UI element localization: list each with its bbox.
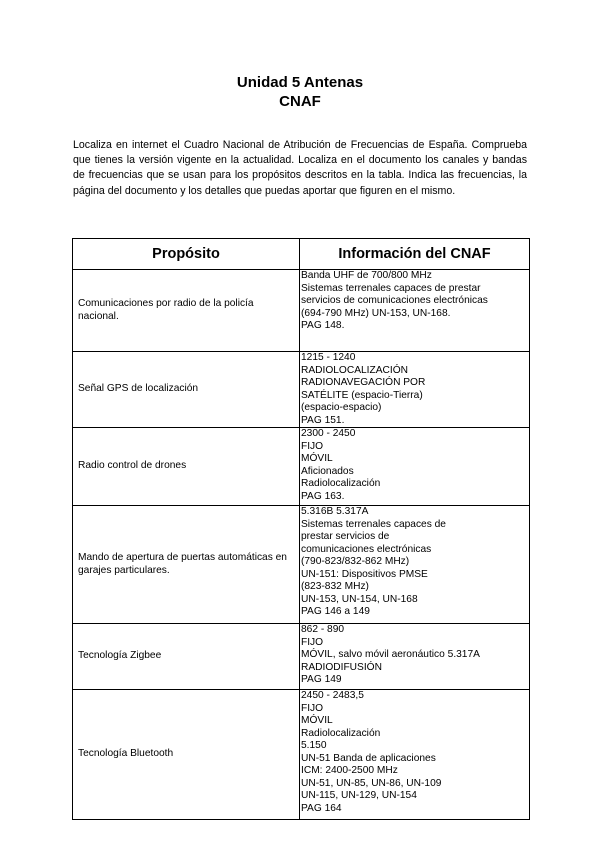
info-cell — [300, 352, 530, 428]
info-cell — [300, 506, 530, 624]
header-purpose: Propósito — [73, 239, 300, 270]
info-line: RADIONAVEGACIÓN POR — [301, 377, 426, 388]
info-line: 862 - 890 — [301, 624, 345, 635]
purpose-cell: Tecnología Bluetooth — [73, 690, 300, 820]
info-line: Sistemas terrenales capaces de prestar — [301, 282, 481, 294]
document-subtitle: CNAF — [279, 93, 321, 110]
table-row — [73, 270, 530, 352]
info-cell — [300, 690, 530, 820]
info-line: servicios de comunicaciones electrónicas — [301, 295, 488, 306]
info-line: MÓVIL — [301, 715, 333, 726]
purpose-cell: Comunicaciones por radio de la policía nacional. — [73, 270, 300, 352]
info-line: PAG 148. — [301, 320, 345, 331]
info-line: PAG 146 a 149 — [301, 606, 370, 617]
info-line: PAG 164 — [301, 802, 342, 814]
info-line: (694-790 MHz) UN-153, UN-168. — [301, 307, 451, 319]
info-line: UN-151: Dispositivos PMSE — [301, 568, 428, 580]
info-line: UN-51, UN-85, UN-86, UN-109 — [301, 777, 442, 789]
info-line: UN-153, UN-154, UN-168 — [301, 593, 418, 605]
info-line: Aficionados — [301, 465, 354, 477]
info-cell — [300, 270, 530, 352]
table-row — [73, 352, 530, 428]
table-row — [73, 506, 530, 624]
purpose-cell: Mando de apertura de puertas automáticas en garajes particulares. — [73, 506, 300, 624]
table-row — [73, 428, 530, 506]
purpose-cell: Tecnología Zigbee — [73, 624, 300, 690]
info-line: 5.316B 5.317A — [301, 506, 369, 517]
table-row — [73, 690, 530, 820]
info-line: Sistemas terrenales capaces de — [301, 518, 446, 530]
info-line: Radiolocalización — [301, 727, 381, 739]
table-header-row — [73, 239, 530, 270]
info-line: (espacio-espacio) — [301, 402, 382, 413]
info-line: comunicaciones electrónicas — [301, 543, 432, 555]
header-info: Información del CNAF — [300, 239, 530, 270]
info-line: PAG 149 — [301, 674, 342, 685]
purpose-cell: Señal GPS de localización — [73, 352, 300, 428]
info-cell — [300, 428, 530, 506]
purpose-cell: Radio control de drones — [73, 428, 300, 506]
document-title: Unidad 5 Antenas — [236, 74, 364, 91]
table-row — [73, 624, 530, 690]
info-line: PAG 163. — [301, 490, 345, 502]
info-line: RADIODIFUSIÓN — [301, 661, 382, 673]
info-line: SATÉLITE (espacio-Tierra) — [301, 389, 423, 401]
info-line: 1215 - 1240 — [301, 352, 356, 363]
info-line: 2300 - 2450 — [301, 428, 356, 439]
info-line: 5.150 — [301, 740, 327, 751]
info-line: prestar servicios de — [301, 531, 390, 542]
info-line: (790-823/832-862 MHz) — [301, 556, 410, 567]
info-line: FIJO — [301, 636, 324, 648]
info-line: ICM: 2400-2500 MHz — [301, 765, 398, 776]
info-line: FIJO — [301, 440, 324, 452]
info-line: (823-832 MHz) — [301, 581, 369, 592]
info-line: PAG 151. — [301, 414, 345, 426]
info-line: FIJO — [301, 702, 324, 714]
info-line: MÓVIL — [301, 453, 333, 464]
intro-paragraph: Localiza en internet el Cuadro Nacional de Atribución de Frecuencias de España. Comprueba que tienes la versión vigente en la actualidad. Localiza en el documento los canales y bandas de frecuencias que se usan para los propósitos descritos en la tabla. Indica las frecuencias, la página del documento y los detalles que puedas aportar que figuren en el mismo. — [73, 139, 527, 197]
info-line: UN-51 Banda de aplicaciones — [301, 752, 436, 764]
info-cell — [300, 624, 530, 690]
info-line: UN-115, UN-129, UN-154 — [301, 790, 417, 801]
info-line: Banda UHF de 700/800 MHz — [301, 270, 432, 281]
info-line: MÓVIL, salvo móvil aeronáutico 5.317A — [301, 649, 480, 660]
info-line: Radiolocalización — [301, 478, 381, 489]
info-line: RADIOLOCALIZACIÓN — [301, 364, 408, 376]
frequency-table — [72, 238, 530, 820]
info-line: 2450 - 2483,5 — [301, 690, 364, 701]
